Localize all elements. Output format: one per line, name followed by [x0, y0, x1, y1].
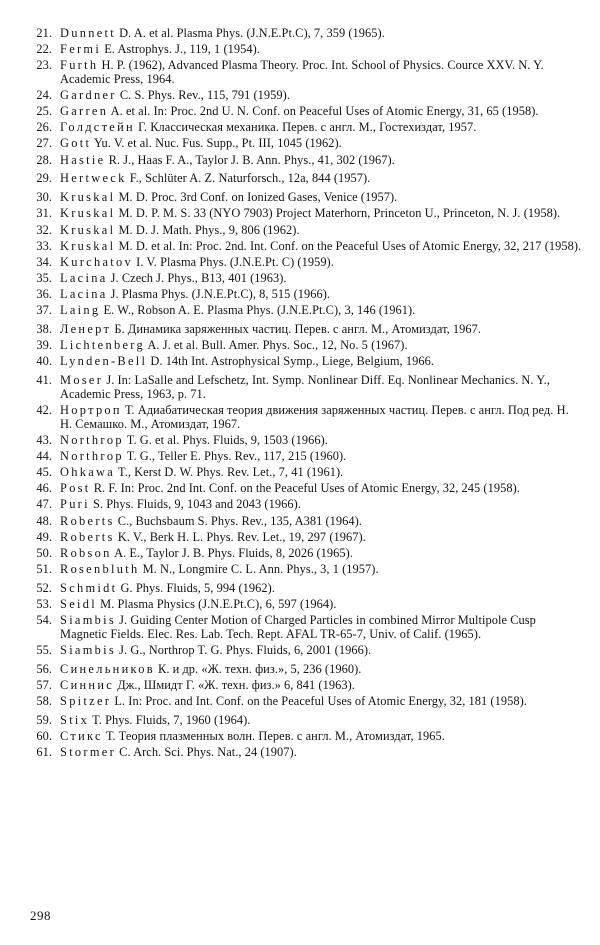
- reference-number: 55.: [36, 642, 52, 657]
- reference-number: 48.: [36, 513, 52, 528]
- reference-author: Spitzer: [60, 693, 112, 708]
- reference-author: Moser: [60, 373, 104, 388]
- reference-entry: [14, 746, 584, 760]
- reference-author: Laing: [60, 303, 101, 318]
- reference-number: 31.: [36, 206, 52, 221]
- reference-author: Kruskal: [60, 222, 116, 237]
- reference-text: M. D. Proc. 3rd Conf. on Ionized Gases, Venice (1957).: [115, 190, 398, 205]
- reference-text: M. D. et al. In: Proc. 2nd. Int. Conf. on the Peaceful Uses of Atomic Energy, 32, 217 (1958).: [115, 238, 582, 253]
- reference-entry: [14, 466, 584, 480]
- reference-text: Т. Адиабатическая теория движения заряженных частиц. Перев. с англ. Под ред. Н. Н. Семашко. М., Атомиздат, 1967.: [60, 403, 569, 431]
- reference-author: Fermi: [60, 42, 102, 57]
- reference-text: L. In: Proc. and Int. Conf. on the Peaceful Uses of Atomic Energy, 32, 181 (1958).: [111, 693, 527, 708]
- reference-number: 52.: [36, 580, 52, 595]
- reference-text: A. E., Taylor J. B. Phys. Fluids, 8, 2026 (1965).: [111, 545, 353, 560]
- reference-entry: [14, 304, 584, 318]
- reference-author: Roberts: [60, 529, 115, 544]
- reference-entry: [14, 105, 584, 119]
- reference-text: M. N., Longmire C. L. Ann. Phys., 3, 1 (1957).: [139, 561, 379, 576]
- reference-number: 53.: [36, 596, 52, 611]
- reference-number: 27.: [36, 136, 52, 151]
- reference-number: 35.: [36, 270, 52, 285]
- reference-number: 43.: [36, 433, 52, 448]
- reference-text: E. W., Robson A. E. Plasma Phys. (J.N.E.Pt.C), 3, 146 (1961).: [100, 303, 416, 318]
- reference-author: Post: [60, 481, 91, 496]
- reference-author: Gott: [60, 136, 92, 151]
- reference-number: 33.: [36, 238, 52, 253]
- reference-number: 25.: [36, 104, 52, 119]
- reference-entry: [14, 531, 584, 545]
- reference-number: 50.: [36, 545, 52, 560]
- page-number: 298: [30, 908, 51, 923]
- reference-text: M. D. J. Math. Phys., 9, 806 (1962).: [115, 222, 300, 237]
- reference-number: 40.: [36, 354, 52, 369]
- reference-number: 23.: [36, 58, 52, 73]
- reference-author: Robson: [60, 545, 112, 560]
- reference-entry: [14, 240, 584, 254]
- reference-entry: [14, 482, 584, 496]
- reference-entry: [14, 582, 584, 596]
- reference-author: Ленерт: [60, 321, 112, 336]
- reference-author: Siambis: [60, 612, 117, 627]
- reference-text: T. G. et al. Phys. Fluids, 9, 1503 (1966).: [123, 433, 328, 448]
- reference-number: 24.: [36, 88, 52, 103]
- reference-number: 46.: [36, 481, 52, 496]
- reference-text: J. G., Northrop T. G. Phys. Fluids, 6, 2001 (1966).: [116, 642, 372, 657]
- reference-author: Puri: [60, 497, 90, 512]
- reference-text: S. Phys. Fluids, 9, 1043 and 2043 (1966).: [89, 497, 301, 512]
- reference-text: H. P. (1962), Advanced Plasma Theory. Proc. Int. School of Physics. Cource XXV. N. Y. Academic Press, 1964.: [60, 58, 544, 87]
- reference-number: 54.: [36, 612, 52, 627]
- reference-entry: [14, 404, 584, 432]
- reference-text: A. J. et al. Bull. Amer. Phys. Soc., 12, No. 5 (1967).: [144, 338, 408, 353]
- reference-author: Stix: [60, 712, 90, 727]
- reference-entry: [14, 172, 584, 186]
- reference-text: M. D. P. M. S. 33 (NYO 7903) Project Materhorn, Princeton U., Princeton, N. J. (1958).: [115, 206, 561, 221]
- reference-author: Lichtenberg: [60, 338, 145, 353]
- reference-author: Голдстейн: [60, 120, 135, 135]
- reference-entry: [14, 355, 584, 369]
- reference-number: 44.: [36, 449, 52, 464]
- reference-text: E. Astrophys. J., 119, 1 (1954).: [101, 42, 260, 57]
- reference-text: D. A. et al. Plasma Phys. (J.N.E.Pt.C), 7, 359 (1965).: [116, 26, 385, 40]
- reference-entry: [14, 695, 584, 709]
- reference-entry: [14, 730, 584, 744]
- reference-text: Б. Динамика заряженных частиц. Перев. с англ. М., Атомиздат, 1967.: [111, 321, 482, 336]
- reference-number: 21.: [36, 26, 52, 40]
- reference-text: I. V. Plasma Phys. (J.N.E.Pt. C) (1959).: [133, 254, 334, 269]
- reference-number: 42.: [36, 403, 52, 418]
- reference-text: D. 14th Int. Astrophysical Symp., Liege, Belgium, 1966.: [147, 354, 434, 369]
- reference-entry: [14, 563, 584, 577]
- reference-number: 49.: [36, 529, 52, 544]
- reference-entry: [14, 288, 584, 302]
- reference-number: 32.: [36, 222, 52, 237]
- reference-text: T. G., Teller E. Phys. Rev., 117, 215 (1960).: [123, 449, 347, 464]
- reference-number: 37.: [36, 303, 52, 318]
- reference-entry: [14, 515, 584, 529]
- reference-text: F., Schlüter A. Z. Naturforsch., 12a, 844 (1957).: [126, 171, 371, 186]
- reference-author: Нортроп: [60, 403, 122, 418]
- reference-entry: [14, 644, 584, 658]
- reference-number: 58.: [36, 693, 52, 708]
- reference-entry: [14, 434, 584, 448]
- reference-author: Schmidt: [60, 580, 118, 595]
- reference-entry: [14, 547, 584, 561]
- reference-number: 28.: [36, 152, 52, 167]
- reference-number: 30.: [36, 190, 52, 205]
- reference-author: Siambis: [60, 642, 117, 657]
- reference-author: Синельников: [60, 661, 155, 676]
- reference-entry: [14, 121, 584, 135]
- reference-number: 45.: [36, 465, 52, 480]
- reference-author: Northrop: [60, 449, 124, 464]
- reference-entry: [14, 27, 584, 41]
- reference-entry: [14, 450, 584, 464]
- reference-entry: [14, 598, 584, 612]
- reference-text: T. Phys. Fluids, 7, 1960 (1964).: [89, 712, 251, 727]
- reference-author: Rosenbluth: [60, 561, 140, 576]
- reference-author: Lacina: [60, 270, 108, 285]
- reference-entry: [14, 714, 584, 728]
- reference-number: 26.: [36, 120, 52, 135]
- reference-text: J. Guiding Center Motion of Charged Particles in combined Mirror Multipole Cusp Magnetic Fields. Elec. Res. Lab. Tech. Rept. AFAL TR-65-7, Univ. of Calif. (1965).: [60, 612, 536, 641]
- reference-number: 41.: [36, 373, 52, 388]
- reference-number: 59.: [36, 712, 52, 727]
- reference-text: G. Phys. Fluids, 5, 994 (1962).: [117, 580, 275, 595]
- reference-author: Northrop: [60, 433, 124, 448]
- reference-entry: [14, 323, 584, 337]
- reference-author: Kruskal: [60, 238, 116, 253]
- reference-entry: [14, 43, 584, 57]
- reference-number: 34.: [36, 254, 52, 269]
- reference-author: Ohkawa: [60, 465, 116, 480]
- reference-entry: [14, 663, 584, 677]
- reference-entry: [14, 374, 584, 402]
- reference-number: 47.: [36, 497, 52, 512]
- reference-author: Hastie: [60, 152, 106, 167]
- reference-entry: [14, 89, 584, 103]
- reference-number: 38.: [36, 321, 52, 336]
- reference-text: A. et al. In: Proc. 2nd U. N. Conf. on Peaceful Uses of Atomic Energy, 31, 65 (1958).: [108, 104, 539, 119]
- reference-text: M. Plasma Physics (J.N.E.Pt.C), 6, 597 (1964).: [96, 596, 337, 611]
- reference-author: Lynden-Bell: [60, 354, 148, 369]
- reference-text: Г. Классическая механика. Перев. с англ. М., Гостехиздат, 1957.: [134, 120, 477, 135]
- reference-author: Garren: [60, 104, 109, 119]
- reference-list: [14, 27, 584, 762]
- reference-text: R. F. In: Proc. 2nd Int. Conf. on the Peaceful Uses of Atomic Energy, 32, 245 (1958).: [90, 481, 520, 496]
- reference-entry: [14, 224, 584, 238]
- reference-text: C. Arch. Sci. Phys. Nat., 24 (1907).: [116, 745, 297, 760]
- reference-number: 57.: [36, 677, 52, 692]
- reference-text: J. Plasma Phys. (J.N.E.Pt.C), 8, 515 (1966).: [107, 286, 331, 301]
- reference-text: Yu. V. et al. Nuc. Fus. Supp., Pt. III, 1045 (1962).: [91, 136, 342, 151]
- reference-number: 22.: [36, 42, 52, 57]
- reference-entry: [14, 679, 584, 693]
- reference-text: C. S. Phys. Rev., 115, 791 (1959).: [116, 88, 290, 103]
- reference-entry: [14, 256, 584, 270]
- reference-number: 51.: [36, 561, 52, 576]
- reference-text: C., Buchsbaum S. Phys. Rev., 135, A381 (1964).: [114, 513, 362, 528]
- reference-author: Furth: [60, 58, 99, 73]
- reference-entry: [14, 191, 584, 205]
- reference-number: 60.: [36, 728, 52, 743]
- reference-entry: [14, 59, 584, 87]
- reference-author: Синнис: [60, 677, 115, 692]
- reference-author: Kurchatov: [60, 254, 133, 269]
- reference-author: Roberts: [60, 513, 115, 528]
- reference-text: T., Kerst D. W. Phys. Rev. Let., 7, 41 (1961).: [115, 465, 344, 480]
- reference-entry: [14, 207, 584, 221]
- reference-number: 56.: [36, 661, 52, 676]
- reference-entry: [14, 137, 584, 151]
- reference-text: R. J., Haas F. A., Taylor J. B. Ann. Phys., 41, 302 (1967).: [105, 152, 395, 167]
- reference-text: Дж., Шмидт Г. «Ж. техн. физ.» 6, 841 (1963).: [114, 677, 355, 692]
- reference-author: Dunnett: [60, 26, 117, 40]
- reference-author: Стикс: [60, 728, 103, 743]
- reference-number: 61.: [36, 745, 52, 760]
- reference-author: Stormer: [60, 745, 117, 760]
- reference-entry: [14, 339, 584, 353]
- reference-text: Т. Теория плазменных волн. Перев. с англ. М., Атомиздат, 1965.: [102, 728, 445, 743]
- reference-author: Kruskal: [60, 190, 116, 205]
- reference-author: Gardner: [60, 88, 117, 103]
- reference-entry: [14, 498, 584, 512]
- reference-number: 36.: [36, 286, 52, 301]
- reference-text: K. V., Berk H. L. Phys. Rev. Let., 19, 297 (1967).: [114, 529, 366, 544]
- reference-entry: [14, 154, 584, 168]
- reference-number: 39.: [36, 338, 52, 353]
- reference-text: J. Czech J. Phys., B13, 401 (1963).: [107, 270, 287, 285]
- reference-entry: [14, 614, 584, 642]
- reference-text: J. In: LaSalle and Lefschetz, Int. Symp. Nonlinear Diff. Eq. Nonlinear Mechanics. N. Y., Academic Press, 1963, p. 71.: [60, 373, 550, 401]
- reference-author: Hertweck: [60, 171, 127, 186]
- reference-number: 29.: [36, 171, 52, 186]
- reference-entry: [14, 272, 584, 286]
- reference-author: Seidl: [60, 596, 97, 611]
- reference-author: Kruskal: [60, 206, 116, 221]
- reference-author: Lacina: [60, 286, 108, 301]
- reference-text: К. и др. «Ж. техн. физ.», 5, 236 (1960).: [154, 661, 362, 676]
